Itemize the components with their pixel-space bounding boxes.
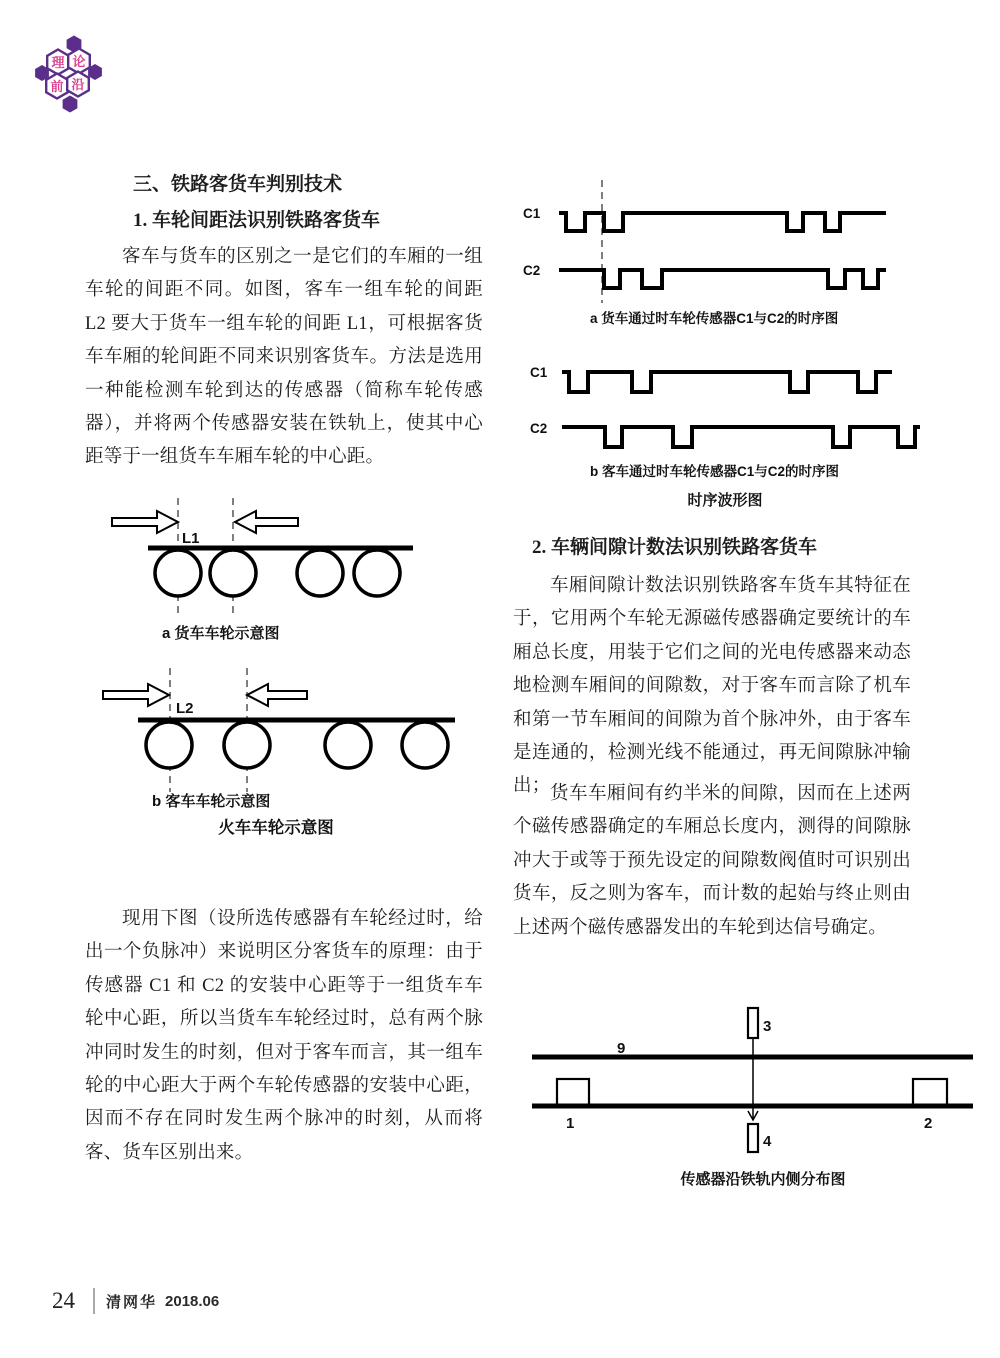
freight-timing-diagram [510, 175, 950, 330]
page-number: 24 [52, 1288, 75, 1313]
freight-wheel-caption: a 货车车轮示意图 [162, 625, 280, 642]
wheel-3 [297, 550, 343, 596]
arrow-right-icon [103, 684, 169, 706]
arrow-right-icon [112, 511, 178, 533]
journal-logo [30, 25, 115, 125]
distance-label-l1: L1 [182, 530, 200, 547]
wheel-1 [155, 550, 201, 596]
passenger-wheel-diagram [85, 655, 505, 850]
wheel-3 [325, 722, 371, 768]
passenger-timing-caption: b 客车通过时车轮传感器C1与C2的时序图 [590, 464, 840, 479]
sensor-4-label: 4 [763, 1133, 772, 1150]
paragraph-freight-gap: 货车车厢间有约半米的间隙，因而在上述两个磁传感器确定的车厢总长度内，测得的间隙脉冲大于或等于预先设定的间隙数阀值时可识别出货车，反之则为客车，而计数的起始与终止则由上述两个磁传感器发出的车轮到达信号确定。 [513, 784, 911, 938]
c2-waveform [559, 270, 886, 288]
subsection-heading-gap-counting: 2. 车辆间隙计数法识别铁路客货车 [532, 537, 818, 558]
c2-waveform [562, 427, 920, 447]
footer-divider [93, 1288, 95, 1314]
rail-9-label: 9 [617, 1040, 626, 1057]
logo-char-li: 理 [51, 55, 65, 70]
wheel-2 [210, 550, 256, 596]
sensor-layout-diagram [510, 1000, 990, 1195]
logo-char-lun: 论 [72, 54, 86, 69]
arrow-left-icon [235, 511, 298, 533]
subsection-heading-wheel-spacing: 1. 车轮间距法识别铁路客货车 [133, 210, 381, 231]
channel-c2-label: C2 [523, 263, 541, 278]
c1-waveform [559, 213, 886, 231]
paragraph-gap-counting: 车厢间隙计数法识别铁路客车货车其特征在于，它用两个车轮无源磁传感器确定要统计的车厢总长度，用装于它们之间的光电传感器来动态地检测车厢间的间隙数，对于客车而言除了机车和第一节车厢间的间隙为首个脉冲外，由于客车是连通的，检测光线不能通过，再无间隙脉冲输出； [513, 576, 911, 797]
logo-char-qian: 前 [50, 79, 64, 94]
passenger-wheel-caption: b 客车车轮示意图 [152, 793, 271, 810]
section-heading: 三、铁路客货车判别技术 [133, 174, 343, 195]
page-footer [52, 1288, 219, 1314]
sensor-2-label: 2 [924, 1115, 933, 1132]
wheel-diagram-title: 火车车轮示意图 [218, 819, 334, 837]
arrow-left-icon [247, 684, 307, 706]
distance-label-l2: L2 [176, 700, 194, 717]
paragraph-wheel-spacing-intro: 客车与货车的区别之一是它们的车厢的一组车轮的间距不同。如图，客车一组车轮的间距 L2 要大于货车一组车轮的间距 L1，可根据客货车车厢的轮间距不同来识别客货车。方法是选用一种能检测车轮到达的传感器（简称车轮传感器），并将两个传感器安装在铁轨上，使其中心距等于一组货车车厢车轮的中心距。 [85, 247, 483, 468]
c1-waveform [562, 372, 892, 392]
wheel-4 [354, 550, 400, 596]
sensor-1-label: 1 [566, 1115, 575, 1132]
magnetic-sensor-1 [557, 1079, 589, 1106]
channel-c1-label: C1 [530, 365, 548, 380]
channel-c2-label: C2 [530, 421, 548, 436]
sensor-3-label: 3 [763, 1018, 772, 1035]
wheel-2 [224, 722, 270, 768]
issue-date: 2018.06 [165, 1292, 220, 1310]
journal-name: 清网华 [106, 1293, 158, 1311]
wheel-4 [402, 722, 448, 768]
sensor-diagram-caption: 传感器沿铁轨内侧分布图 [680, 1171, 846, 1188]
freight-wheel-diagram [85, 483, 505, 648]
paragraph-pulse-principle: 现用下图（设所选传感器有车轮经过时，给出一个负脉冲）来说明区分客货车的原理：由于传感器 C1 和 C2 的安装中心距等于一组货车车轮中心距，所以当货车车轮经过时，总有两个脉冲同时发生的时刻，但对于客车而言，其一组车轮的中心距大于两个车轮传感器的安装中心距，因而不存在同时发生两个脉冲的时刻，从而将客、货车区别出来。 [85, 909, 483, 1163]
channel-c1-label: C1 [523, 206, 541, 221]
logo-hex-bottom [63, 96, 78, 113]
logo-char-yan: 沿 [71, 77, 85, 92]
magnetic-sensor-2 [913, 1079, 947, 1106]
passenger-timing-diagram [510, 345, 950, 520]
freight-timing-caption: a 货车通过时车轮传感器C1与C2的时序图 [590, 311, 839, 326]
photo-sensor-3 [748, 1008, 758, 1038]
timing-diagram-title: 时序波形图 [687, 492, 763, 509]
photo-sensor-4 [748, 1124, 758, 1152]
wheel-1 [146, 722, 192, 768]
